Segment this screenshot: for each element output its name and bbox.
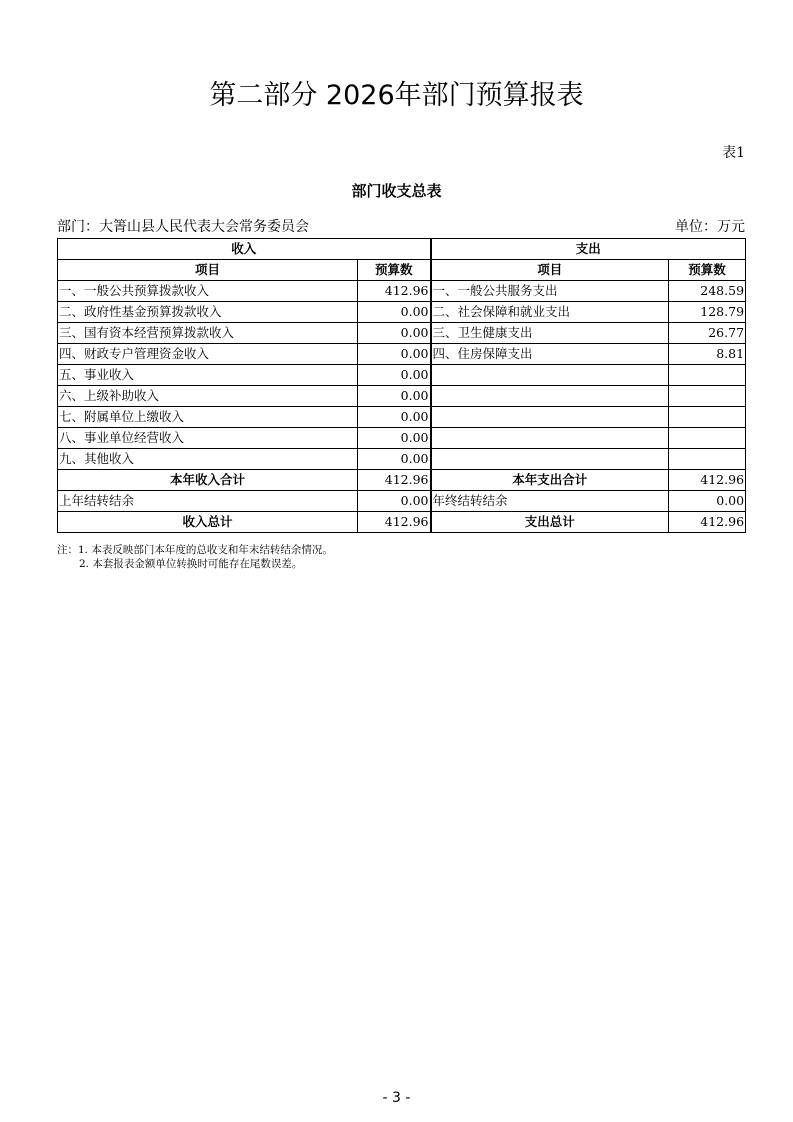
expense-item: 二、社会保障和就业支出	[431, 302, 669, 323]
expense-item	[431, 428, 669, 449]
expense-value	[669, 407, 746, 428]
expense-value: 26.77	[669, 323, 746, 344]
income-item: 二、政府性基金预算拨款收入	[58, 302, 358, 323]
page-number: - 3 -	[382, 1090, 411, 1106]
income-year-total-label: 本年收入合计	[58, 470, 358, 491]
income-value: 0.00	[358, 302, 431, 323]
table-row	[58, 449, 746, 470]
page-title: 第二部分 2026年部门预算报表	[209, 80, 584, 111]
income-item: 三、国有资本经营预算拨款收入	[58, 323, 358, 344]
expense-carry-value: 0.00	[669, 491, 746, 512]
note-1: 注：1. 本表反映部门本年度的总收支和年末结转结余情况。	[57, 544, 333, 556]
unit-label: 单位：万元	[675, 219, 745, 235]
income-grand-total-value: 412.96	[358, 512, 431, 533]
expense-value	[669, 449, 746, 470]
expense-item	[431, 386, 669, 407]
expense-value: 128.79	[669, 302, 746, 323]
table-row	[58, 323, 746, 344]
column-header-row	[58, 260, 746, 281]
income-value: 0.00	[358, 344, 431, 365]
table-row	[58, 365, 746, 386]
income-value: 0.00	[358, 449, 431, 470]
carry-over-row	[58, 491, 746, 512]
table-row	[58, 407, 746, 428]
expense-item-header: 项目	[431, 260, 669, 281]
income-value: 0.00	[358, 386, 431, 407]
expense-value	[669, 365, 746, 386]
income-item: 一、一般公共预算拨款收入	[58, 281, 358, 302]
income-item: 四、财政专户管理资金收入	[58, 344, 358, 365]
table-title: 部门收支总表	[351, 182, 442, 200]
note-2: 2. 本套报表金额单位转换时可能存在尾数误差。	[79, 558, 303, 570]
income-grand-total-label: 收入总计	[58, 512, 358, 533]
expense-grand-total-value: 412.96	[669, 512, 746, 533]
income-budget-header: 预算数	[358, 260, 431, 281]
year-total-row	[58, 470, 746, 491]
expense-value	[669, 428, 746, 449]
grand-total-row	[58, 512, 746, 533]
income-value: 0.00	[358, 428, 431, 449]
income-value: 0.00	[358, 365, 431, 386]
expense-item: 一、一般公共服务支出	[431, 281, 669, 302]
expense-item: 四、住房保障支出	[431, 344, 669, 365]
expense-grand-total-label: 支出总计	[431, 512, 669, 533]
income-item-header: 项目	[58, 260, 358, 281]
income-header: 收入	[58, 239, 431, 260]
table-row	[58, 281, 746, 302]
expense-item	[431, 407, 669, 428]
income-item: 五、事业收入	[58, 365, 358, 386]
expense-year-total-value: 412.96	[669, 470, 746, 491]
income-value: 0.00	[358, 407, 431, 428]
expense-item	[431, 365, 669, 386]
income-value: 412.96	[358, 281, 431, 302]
income-item: 九、其他收入	[58, 449, 358, 470]
notes	[57, 543, 333, 571]
expense-item	[431, 449, 669, 470]
income-year-total-value: 412.96	[358, 470, 431, 491]
budget-table	[57, 238, 746, 533]
income-carry-label: 上年结转结余	[58, 491, 358, 512]
table-row	[58, 428, 746, 449]
income-item: 六、上级补助收入	[58, 386, 358, 407]
expense-budget-header: 预算数	[669, 260, 746, 281]
expense-carry-label: 年终结转结余	[431, 491, 669, 512]
expense-item: 三、卫生健康支出	[431, 323, 669, 344]
income-value: 0.00	[358, 323, 431, 344]
table-row	[58, 344, 746, 365]
expense-value: 8.81	[669, 344, 746, 365]
table-row	[58, 386, 746, 407]
section-header-row	[58, 239, 746, 260]
expense-value: 248.59	[669, 281, 746, 302]
expense-value	[669, 386, 746, 407]
income-carry-value: 0.00	[358, 491, 431, 512]
department-label: 部门：大箐山县人民代表大会常务委员会	[57, 219, 309, 235]
income-item: 八、事业单位经营收入	[58, 428, 358, 449]
table-number: 表1	[722, 145, 745, 161]
expense-year-total-label: 本年支出合计	[431, 470, 669, 491]
expense-header: 支出	[431, 239, 746, 260]
table-row	[58, 302, 746, 323]
income-item: 七、附属单位上缴收入	[58, 407, 358, 428]
